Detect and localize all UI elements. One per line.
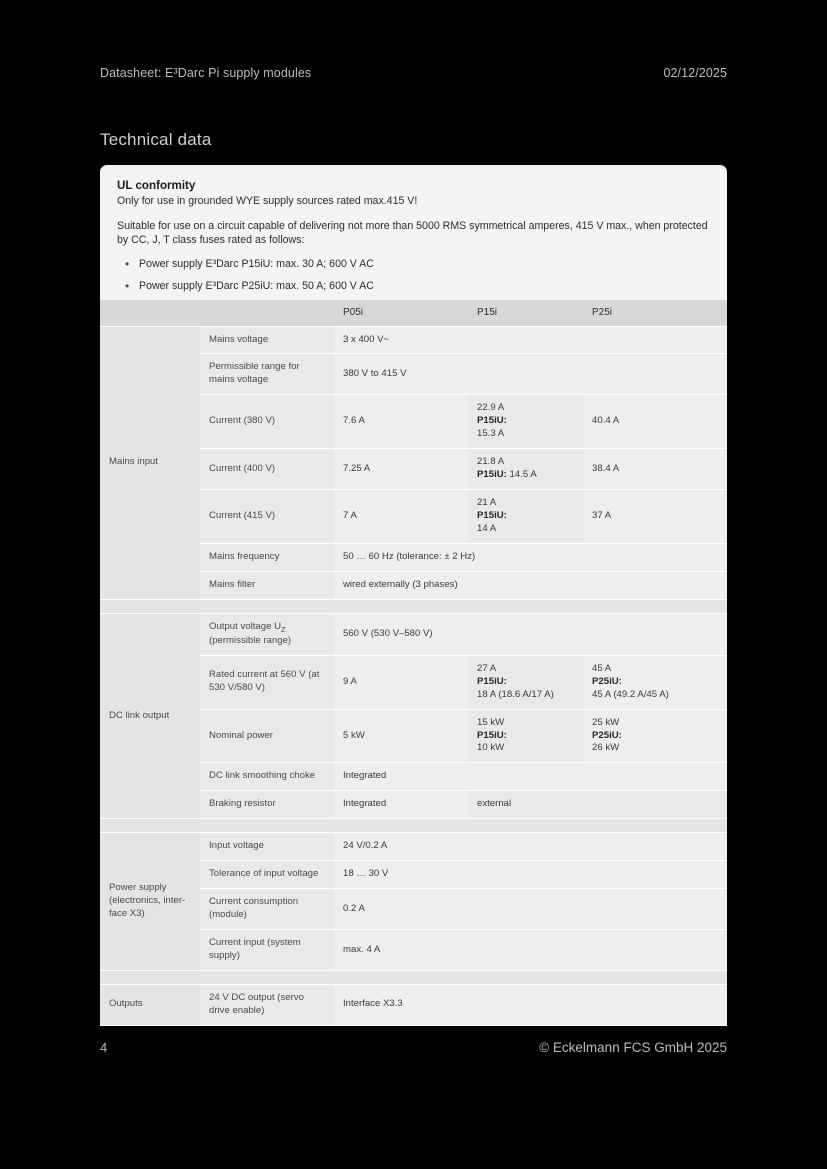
list-item: • Power supply E³Darc P25iU: max. 50 A; 600 V AC: [117, 279, 710, 294]
value-braking-resistor-p05i: Integrated: [334, 791, 468, 819]
table-spacer-row: [100, 819, 727, 833]
list-item: • Power supply E³Darc P15iU: max. 30 A; 600 V AC: [117, 257, 710, 272]
value-permissible-range: 380 V to 415 V: [334, 354, 727, 395]
value-line-1: 22.9 A: [477, 402, 505, 414]
value-current-415-p25i: 37 A: [583, 490, 727, 544]
value-current-input-system: max. 4 A: [334, 930, 727, 971]
param-current-consumption: Current consumption (module): [200, 889, 334, 930]
value-line-3: 10 kW: [477, 742, 505, 754]
subscript-z: Z: [281, 624, 286, 634]
value-line-1: 25 kW: [592, 716, 620, 728]
value-line-1: 21.8 A: [477, 456, 505, 468]
param-mains-voltage: Mains voltage: [200, 326, 334, 354]
table-spacer-row: [100, 970, 727, 984]
table-header-row: [100, 300, 727, 326]
header-date: 02/12/2025: [663, 66, 727, 80]
footer-copyright: © Eckelmann FCS GmbH 2025: [539, 1040, 727, 1055]
value-24v-dc-output: Interface X3.3: [334, 984, 727, 1025]
page-number: 4: [100, 1040, 108, 1055]
param-nominal-power: Nominal power: [200, 709, 334, 763]
value-variant-label: P15iU:: [477, 509, 507, 521]
param-mains-filter: Mains filter: [200, 571, 334, 599]
column-header-group: [100, 300, 200, 326]
notice-bullet-list: [117, 257, 710, 294]
group-label-mains-input: Mains input: [100, 326, 200, 599]
param-mains-frequency: Mains frequency: [200, 543, 334, 571]
value-line-3: 15.3 A: [477, 428, 505, 440]
value-variant-label: P25iU:: [592, 675, 622, 687]
value-current-415-p15i: [468, 490, 583, 544]
value-line-3: 14.5 A: [506, 469, 537, 481]
value-current-400-p15i: [468, 449, 583, 490]
column-header-parameter: [200, 300, 334, 326]
table-row: [100, 833, 727, 861]
value-variant-label: P25iU:: [592, 729, 622, 741]
param-braking-resistor: Braking resistor: [200, 791, 334, 819]
section-heading: Technical data: [100, 130, 212, 149]
param-input-voltage: Input voltage: [200, 833, 334, 861]
value-rated-current-p25i: [583, 655, 727, 709]
page-header: [100, 66, 727, 80]
value-line-1: 45 A: [592, 662, 612, 674]
spacer-cell: [100, 819, 200, 833]
value-line-3: 45 A (49.2 A/45 A): [592, 688, 669, 700]
value-braking-resistor-rest: external: [468, 791, 727, 819]
value-mains-filter: wired externally (3 phases): [334, 571, 727, 599]
value-line-1: 15 kW: [477, 716, 505, 728]
value-line-3: 18 A (18.6 A/17 A): [477, 688, 554, 700]
value-current-380-p25i: 40.4 A: [583, 395, 727, 449]
value-nominal-power-p15i: [468, 709, 583, 763]
notice-line-2: Suitable for use on a circuit capable of delivering not more than 5000 RMS symmetrical amperes, 415 V max., when protected by CC, J, T class fuses rated as follows:: [117, 219, 708, 247]
column-header-p25i: P25i: [583, 300, 727, 326]
param-current-input-system: Current input (system supply): [200, 930, 334, 971]
param-tolerance-input-voltage: Tolerance of input voltage: [200, 861, 334, 889]
param-dc-link-choke: DC link smoothing choke: [200, 763, 334, 791]
value-input-voltage: 24 V/0.2 A: [334, 833, 727, 861]
value-line-1: 27 A: [477, 662, 497, 674]
param-current-380: Current (380 V): [200, 395, 334, 449]
value-variant-label: P15iU:: [477, 415, 507, 427]
value-mains-voltage: 3 x 400 V~: [334, 326, 727, 354]
value-line-1: 21 A: [477, 497, 497, 508]
param-rated-current: Rated current at 560 V (at 530 V/580 V): [200, 655, 334, 709]
param-current-400: Current (400 V): [200, 449, 334, 490]
param-permissible-range: Permissible range for mains voltage: [200, 354, 334, 395]
header-document-title: Datasheet: E³Darc Pi supply modules: [100, 66, 312, 80]
param-24v-dc-output: 24 V DC output (servo drive enable): [200, 984, 334, 1025]
value-current-415-p05i: 7 A: [334, 490, 468, 544]
page-footer: [100, 1040, 727, 1055]
spacer-cell: [200, 970, 727, 984]
technical-data-table: [100, 300, 727, 1026]
spacer-cell: [100, 599, 200, 613]
value-variant-label: P15iU:: [477, 675, 507, 687]
value-current-consumption: 0.2 A: [334, 889, 727, 930]
value-mains-frequency: 50 … 60 Hz (tolerance: ± 2 Hz): [334, 543, 727, 571]
column-header-p05i: P05i: [334, 300, 468, 326]
value-line-3: 14 A: [477, 522, 497, 534]
value-rated-current-p15i: [468, 655, 583, 709]
param-current-415: Current (415 V): [200, 490, 334, 544]
table-row: [100, 613, 727, 655]
value-line-3: 26 kW: [592, 742, 620, 754]
notice-title: UL conformity: [117, 179, 196, 192]
table-row: [100, 326, 727, 354]
value-current-400-p05i: 7.25 A: [334, 449, 468, 490]
value-current-380-p05i: 7.6 A: [334, 395, 468, 449]
spacer-cell: [200, 819, 727, 833]
notice-line-1: Only for use in grounded WYE supply sources rated max.415 V!: [117, 195, 418, 207]
param-output-voltage: Output voltage $U_Z$ (permissible range): [200, 613, 334, 655]
group-label-outputs: Outputs: [100, 984, 200, 1025]
value-nominal-power-p25i: [583, 709, 727, 763]
table-spacer-row: [100, 599, 727, 613]
spacer-cell: [100, 970, 200, 984]
value-rated-current-p05i: 9 A: [334, 655, 468, 709]
group-label-dc-link-output: DC link output: [100, 613, 200, 819]
value-output-voltage: 560 V (530 V–580 V): [334, 613, 727, 655]
group-label-power-supply: Power supply (electronics, inter-face X3): [100, 833, 200, 971]
value-dc-link-choke: Integrated: [334, 763, 727, 791]
value-current-380-p15i: [468, 395, 583, 449]
value-variant-label: P15iU:: [477, 469, 507, 481]
value-nominal-power-p05i: 5 kW: [334, 709, 468, 763]
ul-conformity-notice: [100, 165, 727, 316]
value-variant-label: P15iU:: [477, 729, 507, 741]
value-current-400-p25i: 38.4 A: [583, 449, 727, 490]
value-tolerance-input-voltage: 18 … 30 V: [334, 861, 727, 889]
spacer-cell: [200, 599, 727, 613]
table-row: [100, 984, 727, 1025]
column-header-p15i: P15i: [468, 300, 583, 326]
